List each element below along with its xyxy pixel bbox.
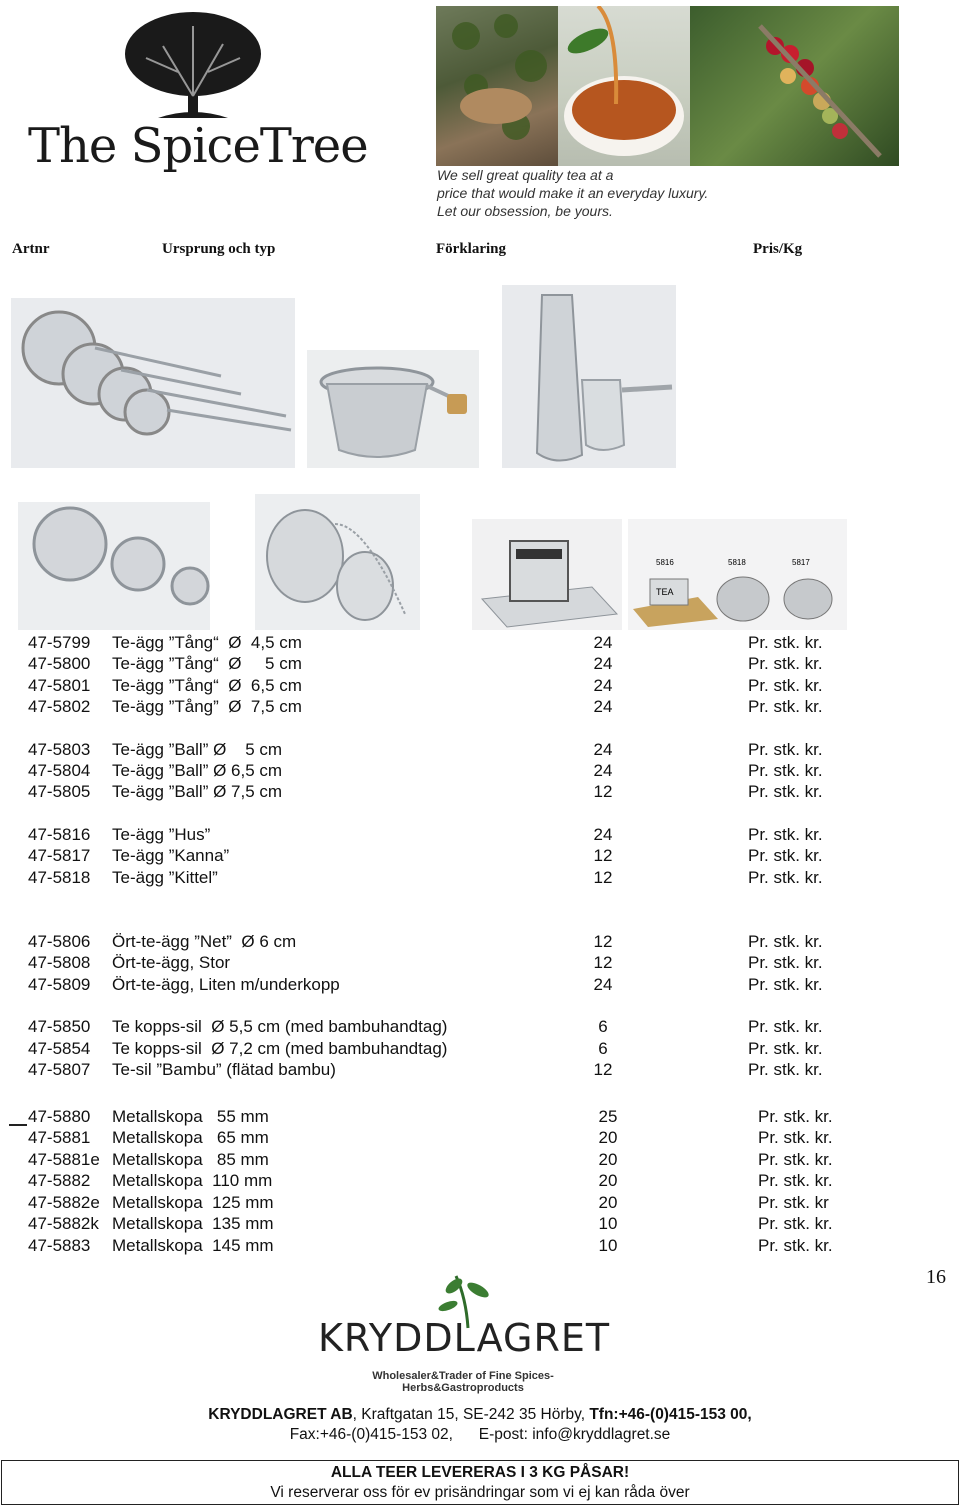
article-number: 47-5804 bbox=[28, 761, 91, 780]
pack-quantity: 12 bbox=[593, 1060, 613, 1079]
pack-quantity: 24 bbox=[593, 975, 613, 994]
tea-cup-photo bbox=[558, 6, 690, 166]
article-number: 47-5803 bbox=[28, 740, 91, 759]
table-row bbox=[0, 653, 960, 674]
product-description: Te-ägg ”Tång“ Ø 4,5 cm bbox=[112, 633, 302, 652]
price-unit: Pr. stk. kr. bbox=[748, 697, 823, 716]
price-unit: Pr. stk. kr. bbox=[748, 740, 823, 759]
price-unit: Pr. stk. kr. bbox=[748, 676, 823, 695]
article-number: 47-5880 bbox=[28, 1107, 91, 1126]
pack-quantity: 20 bbox=[598, 1150, 618, 1169]
pack-quantity: 24 bbox=[593, 740, 613, 759]
price-unit: Pr. stk. kr. bbox=[748, 654, 823, 673]
table-row bbox=[0, 1170, 960, 1191]
pack-quantity: 6 bbox=[598, 1039, 608, 1058]
pack-quantity: 12 bbox=[593, 932, 613, 951]
table-row bbox=[0, 867, 960, 888]
pack-quantity: 12 bbox=[593, 782, 613, 801]
pack-quantity: 24 bbox=[593, 825, 613, 844]
pack-quantity: 12 bbox=[593, 868, 613, 887]
article-number: 47-5883 bbox=[28, 1236, 91, 1255]
product-description: Te-sil ”Bambu” (flätad bambu) bbox=[112, 1060, 336, 1079]
article-number: 47-5800 bbox=[28, 654, 91, 673]
table-row bbox=[0, 696, 960, 717]
product-description: Te-ägg ”Hus” bbox=[112, 825, 211, 844]
table-row bbox=[0, 1038, 960, 1059]
product-description: Metallskopa 145 mm bbox=[112, 1236, 274, 1255]
tong-infusers-photo bbox=[11, 298, 295, 468]
label-5817: 5817 bbox=[792, 558, 810, 567]
company-address: , Kraftgatan 15, SE-242 35 Hörby, bbox=[352, 1406, 590, 1423]
product-description: Te-ägg ”Ball” Ø 6,5 cm bbox=[112, 761, 283, 780]
delivery-banner bbox=[1, 1460, 959, 1505]
pack-quantity: 24 bbox=[593, 633, 613, 652]
product-description: Metallskopa 110 mm bbox=[112, 1171, 273, 1190]
article-number: 47-5809 bbox=[28, 975, 91, 994]
product-description: Te-ägg ”Tång“ Ø 6,5 cm bbox=[112, 676, 302, 695]
pack-quantity: 20 bbox=[598, 1193, 618, 1212]
pack-quantity: 20 bbox=[598, 1171, 618, 1190]
company-phone: Tfn:+46-(0)415-153 00, bbox=[589, 1406, 752, 1423]
scoops-photo bbox=[502, 285, 676, 468]
article-number: 47-5806 bbox=[28, 932, 91, 951]
product-description: Te-ägg ”Tång” Ø 7,5 cm bbox=[112, 697, 302, 716]
table-row bbox=[0, 824, 960, 845]
article-number: 47-5882e bbox=[28, 1193, 100, 1212]
table-row bbox=[0, 1192, 960, 1213]
table-row bbox=[0, 1106, 960, 1127]
table-row bbox=[0, 1149, 960, 1170]
label-5816: 5816 bbox=[656, 558, 674, 567]
product-description: Te-ägg ”Kittel” bbox=[112, 868, 218, 887]
product-description: Metallskopa 65 mm bbox=[112, 1128, 269, 1147]
footer-contact-line: Fax:+46-(0)415-153 02, E-post: info@kryddlagret.se bbox=[289, 1426, 671, 1443]
article-number: 47-5882k bbox=[28, 1214, 99, 1233]
tagline-line: price that would make it an everyday luxury. bbox=[437, 185, 709, 201]
price-unit: Pr. stk. kr. bbox=[758, 1214, 833, 1233]
pack-quantity: 6 bbox=[598, 1017, 608, 1036]
pack-quantity: 24 bbox=[593, 676, 613, 695]
article-number: 47-5805 bbox=[28, 782, 91, 801]
table-row bbox=[0, 1059, 960, 1080]
egg-infusers-photo bbox=[255, 494, 420, 630]
tagline-line: We sell great quality tea at a bbox=[437, 167, 614, 183]
pack-quantity: 10 bbox=[598, 1214, 618, 1233]
price-unit: Pr. stk. kr. bbox=[758, 1128, 833, 1147]
table-row bbox=[0, 1016, 960, 1037]
article-number: 47-5881 bbox=[28, 1128, 91, 1147]
price-unit: Pr. stk. kr. bbox=[748, 782, 823, 801]
pack-quantity: 20 bbox=[598, 1128, 618, 1147]
article-number: 47-5817 bbox=[28, 846, 91, 865]
price-unit: Pr. stk. kr. bbox=[748, 975, 823, 994]
price-unit: Pr. stk. kr. bbox=[758, 1107, 833, 1126]
pack-quantity: 24 bbox=[593, 761, 613, 780]
price-unit: Pr. stk. kr. bbox=[748, 846, 823, 865]
product-description: Ört-te-ägg ”Net” Ø 6 cm bbox=[112, 932, 297, 951]
banner-headline: ALLA TEER LEVERERAS I 3 KG PÅSAR! bbox=[330, 1464, 630, 1481]
label-5818: 5818 bbox=[728, 558, 746, 567]
product-description: Ört-te-ägg, Liten m/underkopp bbox=[112, 975, 340, 994]
header-price: Pris/Kg bbox=[753, 241, 803, 257]
product-description: Te kopps-sil Ø 7,2 cm (med bambuhandtag) bbox=[112, 1039, 448, 1058]
header-origin: Ursprung och typ bbox=[162, 241, 276, 257]
table-row bbox=[0, 1213, 960, 1234]
brand-name: The SpiceTree bbox=[28, 118, 368, 174]
table-row bbox=[0, 739, 960, 760]
article-number: 47-5850 bbox=[28, 1017, 91, 1036]
product-description: Metallskopa 135 mm bbox=[112, 1214, 274, 1233]
marker-dash bbox=[9, 1124, 27, 1126]
price-unit: Pr. stk. kr. bbox=[748, 633, 823, 652]
pack-quantity: 24 bbox=[593, 654, 613, 673]
coffee-berries-photo bbox=[690, 6, 899, 166]
tree-icon bbox=[28, 6, 358, 126]
table-row bbox=[0, 1235, 960, 1256]
product-description: Te-ägg ”Ball” Ø 5 cm bbox=[112, 740, 283, 759]
table-row bbox=[0, 845, 960, 866]
kryddlagret-name: KRYDDLAGRET bbox=[318, 1316, 611, 1360]
house-infuser-photo bbox=[472, 519, 622, 630]
table-row bbox=[0, 974, 960, 995]
page-number: 16 bbox=[926, 1266, 946, 1288]
teapot-infusers-photo bbox=[628, 519, 847, 630]
table-row bbox=[0, 781, 960, 802]
price-unit: Pr. stk. kr. bbox=[748, 953, 823, 972]
price-unit: Pr. stk. kr. bbox=[748, 1060, 823, 1079]
kryddlagret-subtitle: Wholesaler&Trader of Fine Spices-Herbs&Gastroproducts bbox=[372, 1370, 554, 1394]
table-row bbox=[0, 675, 960, 696]
pack-quantity: 24 bbox=[593, 697, 613, 716]
product-description: Metallskopa 55 mm bbox=[112, 1107, 269, 1126]
price-unit: Pr. stk. kr. bbox=[748, 932, 823, 951]
price-unit: Pr. stk. kr. bbox=[748, 868, 823, 887]
product-description: Ört-te-ägg, Stor bbox=[112, 953, 231, 972]
article-number: 47-5801 bbox=[28, 676, 91, 695]
price-unit: Pr. stk. kr. bbox=[748, 825, 823, 844]
tea-leaves-photo bbox=[436, 6, 564, 166]
header-explain: Förklaring bbox=[436, 241, 506, 257]
tea-label: TEA bbox=[656, 587, 674, 597]
pack-quantity: 25 bbox=[598, 1107, 618, 1126]
product-description: Te-ägg ”Ball” Ø 7,5 cm bbox=[112, 782, 283, 801]
article-number: 47-5854 bbox=[28, 1039, 91, 1058]
tagline-line: Let our obsession, be yours. bbox=[437, 203, 613, 219]
table-row bbox=[0, 632, 960, 653]
article-number: 47-5881e bbox=[28, 1150, 100, 1169]
tagline bbox=[437, 166, 767, 220]
ball-infusers-photo bbox=[18, 502, 210, 630]
kryddlagret-logo bbox=[318, 1268, 611, 1394]
pack-quantity: 12 bbox=[593, 846, 613, 865]
product-description: Te kopps-sil Ø 5,5 cm (med bambuhandtag) bbox=[112, 1017, 448, 1036]
table-row bbox=[0, 1127, 960, 1148]
table-row bbox=[0, 931, 960, 952]
product-description: Te-ägg ”Tång“ Ø 5 cm bbox=[112, 654, 302, 673]
product-description: Te-ägg ”Kanna” bbox=[112, 846, 230, 865]
header-artnr: Artnr bbox=[12, 241, 50, 257]
price-unit: Pr. stk. kr. bbox=[758, 1236, 833, 1255]
footer-address-line bbox=[0, 1406, 960, 1424]
article-number: 47-5818 bbox=[28, 868, 91, 887]
company-name: KRYDDLAGRET AB bbox=[208, 1406, 353, 1423]
article-number: 47-5802 bbox=[28, 697, 91, 716]
cup-strainer-photo bbox=[307, 350, 479, 468]
article-number: 47-5882 bbox=[28, 1171, 91, 1190]
price-unit: Pr. stk. kr. bbox=[748, 761, 823, 780]
price-unit: Pr. stk. kr bbox=[758, 1193, 829, 1212]
table-row bbox=[0, 760, 960, 781]
table-row bbox=[0, 952, 960, 973]
pack-quantity: 10 bbox=[598, 1236, 618, 1255]
price-unit: Pr. stk. kr. bbox=[748, 1017, 823, 1036]
article-number: 47-5807 bbox=[28, 1060, 91, 1079]
article-number: 47-5808 bbox=[28, 953, 91, 972]
banner-disclaimer: Vi reserverar oss för ev prisändringar som vi ej kan råda över bbox=[270, 1484, 690, 1501]
pack-quantity: 12 bbox=[593, 953, 613, 972]
price-unit: Pr. stk. kr. bbox=[748, 1039, 823, 1058]
article-number: 47-5799 bbox=[28, 633, 91, 652]
article-number: 47-5816 bbox=[28, 825, 91, 844]
price-unit: Pr. stk. kr. bbox=[758, 1150, 833, 1169]
price-unit: Pr. stk. kr. bbox=[758, 1171, 833, 1190]
product-description: Metallskopa 125 mm bbox=[112, 1193, 274, 1212]
product-description: Metallskopa 85 mm bbox=[112, 1150, 269, 1169]
